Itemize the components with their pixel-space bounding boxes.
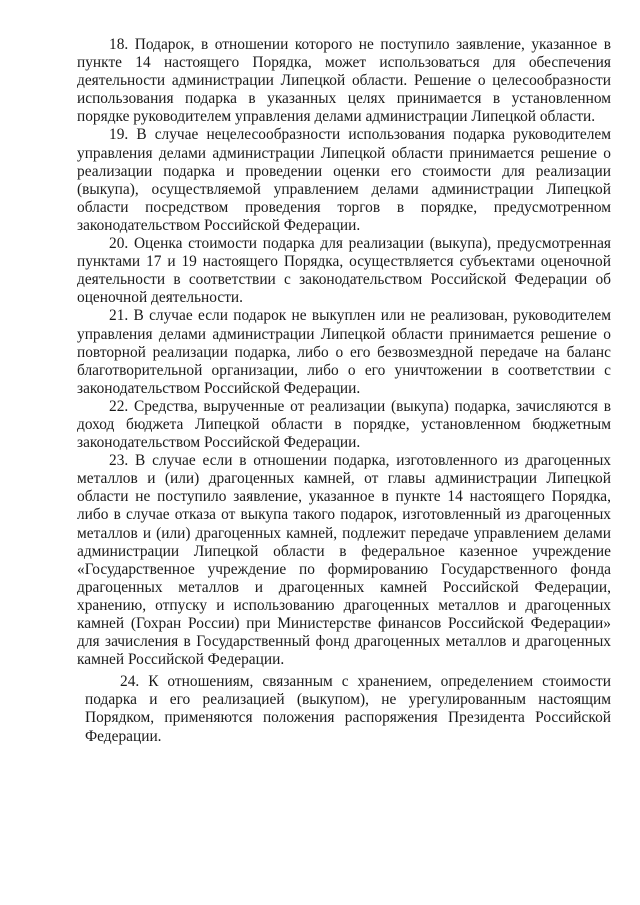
paragraph-19: 19. В случае нецелесообразности использования подарка руководителем управления делами администрации Липецкой области принимается решение о реализации подарка и проведении оценки его стоимости для реализации (выкупа), осуществляемой управлением делами администрации Липецкой области посредством проведения торгов в порядке, предусмотренном законодательством Российской Федерации. [77, 126, 611, 234]
paragraph-22: 22. Средства, вырученные от реализации (выкупа) подарка, зачисляются в доход бюджета Липецкой области в порядке, установленном бюджетным законодательством Российской Федерации. [77, 397, 611, 452]
paragraph-18: 18. Подарок, в отношении которого не поступило заявление, указанное в пункте 14 настоящего Порядка, может использоваться для обеспечения деятельности администрации Липецкой области. Решение о целесообразности использования подарка в указанных целях принимается в установленном порядке руководителем управления делами администрации Липецкой области. [77, 36, 611, 126]
document-page [77, 36, 611, 746]
paragraph-20: 20. Оценка стоимости подарка для реализации (выкупа), предусмотренная пунктами 17 и 19 настоящего Порядка, осуществляется субъектами оценочной деятельности в соответствии с законодательством Российской Федерации об оценочной деятельности. [77, 235, 611, 307]
paragraph-24: 24. К отношениям, связанным с хранением, определением стоимости подарка и его реализацией (выкупом), не урегулированным настоящим Порядком, применяются положения распоряжения Президента Российской Федерации. [85, 673, 611, 745]
paragraph-21: 21. В случае если подарок не выкуплен или не реализован, руководителем управления делами администрации Липецкой области принимается решение о повторной реализации подарка, либо о его безвозмездной передаче на баланс благотворительной организации, либо о его уничтожении в соответствии с законодательством Российской Федерации. [77, 307, 611, 397]
paragraph-23: 23. В случае если в отношении подарка, изготовленного из драгоценных металлов и (или) драгоценных камней, от главы администрации Липецкой области не поступило заявление, указанное в пункте 14 настоящего Порядка, либо в случае отказа от выкупа такого подарок, изготовленный из драгоценных металлов и (или) драгоценных камней, подлежит передаче управлением делами администрации Липецкой области в федеральное казенное учреждение «Государственное учреждение по формированию Государственного фонда драгоценных металлов и драгоценных камней Российской Федерации, хранению, отпуску и использованию драгоценных металлов и драгоценных камней (Гохран России) при Министерстве финансов Российской Федерации» для зачисления в Государственный фонд драгоценных металлов и драгоценных камней Российской Федерации. [77, 452, 611, 669]
